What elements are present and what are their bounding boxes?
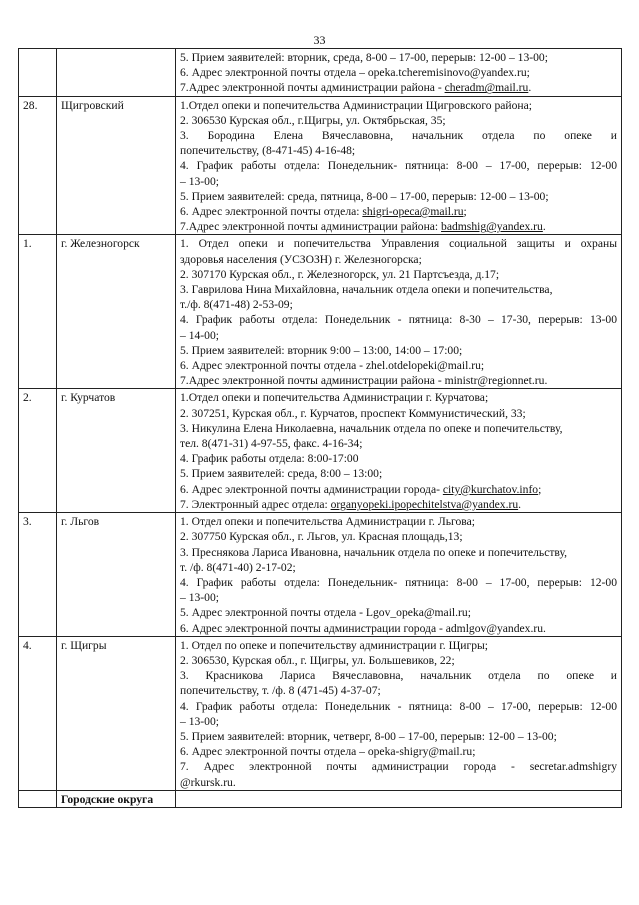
table-row	[19, 49, 622, 97]
info-line-text: 6. Адрес электронной почты отдела:	[180, 205, 363, 219]
department-info	[176, 389, 622, 513]
info-line: – 13-00;	[180, 591, 219, 605]
info-line: попечительству, т. /ф. 8 (471-45) 4-37-07;	[180, 684, 381, 698]
email-link[interactable]: city@kurchatov.info	[442, 482, 539, 496]
info-line: 4. График работы отдела: Понедельник - пятница: 8-00 – 17-00, перерыв: 12-00	[180, 699, 617, 713]
info-line-suffix: ;	[463, 205, 467, 219]
district-name: г. Льгов	[57, 513, 176, 637]
info-line-suffix: .	[542, 220, 546, 234]
table-row	[19, 96, 622, 235]
section-row-info-cell	[176, 790, 622, 807]
info-line: т. /ф. 8(471-40) 2-17-02;	[180, 560, 296, 574]
row-number	[19, 49, 57, 97]
info-line: 3. Никулина Елена Николаевна, начальник отдела по опеке и попечительству,	[180, 421, 563, 435]
info-line: – 13-00;	[180, 714, 219, 728]
info-line	[180, 497, 617, 512]
info-line	[180, 482, 617, 497]
info-line: 6. Адрес электронной почты отдела – opeka.tcheremisinovo@yandex.ru;	[180, 66, 530, 80]
info-line-suffix: .	[528, 81, 532, 95]
info-line: тел. 8(471-31) 4-97-55, факс. 4-16-34;	[180, 437, 363, 451]
district-name: г. Щигры	[57, 636, 176, 790]
info-line: 4. График работы отдела: 8:00-17:00	[180, 452, 359, 466]
info-line	[180, 219, 617, 234]
table-row	[19, 513, 622, 637]
info-line-text: 6. Адрес электронной почты администрации города-	[180, 482, 443, 496]
info-line: здоровья населения (УСЗОЗН) г. Железногорска;	[180, 252, 422, 266]
email-link[interactable]: cheradm@mail.ru	[444, 81, 529, 95]
info-line: 5. Прием заявителей: среда, пятница, 8-00 – 17-00, перерыв: 12-00 – 13-00;	[180, 189, 549, 203]
table-row	[19, 389, 622, 513]
info-line-suffix: .	[518, 497, 522, 511]
info-line: 4. График работы отдела: Понедельник- пятница: 8-00 – 17-00, перерыв: 12-00	[180, 159, 617, 173]
district-name: г. Железногорск	[57, 235, 176, 389]
section-row-num-cell	[19, 790, 57, 807]
district-name	[57, 49, 176, 97]
row-number: 28.	[19, 96, 57, 235]
page-number: 33	[313, 33, 326, 47]
info-line: 3. Гаврилова Нина Михайловна, начальник отдела опеки и попечительства,	[180, 283, 553, 297]
table-row	[19, 235, 622, 389]
info-line	[180, 80, 617, 95]
info-line: – 13-00;	[180, 174, 219, 188]
section-label: Городские округа	[57, 790, 176, 807]
guardianship-departments-table	[18, 48, 622, 808]
info-line: 1. Отдел опеки и попечительства Администрации г. Льгова;	[180, 515, 475, 529]
info-line: т./ф. 8(471-48) 2-53-09;	[180, 298, 293, 312]
table-row	[19, 636, 622, 790]
info-line: попечительству, (8-471-45) 4-16-48;	[180, 144, 356, 158]
row-number: 3.	[19, 513, 57, 637]
row-number: 4.	[19, 636, 57, 790]
info-line: 5. Прием заявителей: вторник, среда, 8-00 – 17-00, перерыв: 12-00 – 13-00;	[180, 51, 548, 64]
info-line	[180, 204, 617, 219]
info-line-text: 7. Электронный адрес отдела:	[180, 497, 331, 511]
info-line-suffix: ;	[538, 482, 542, 496]
row-number: 1.	[19, 235, 57, 389]
info-line: 5. Адрес электронной почты отдела - Lgov_opeka@mail.ru;	[180, 606, 471, 620]
info-line: 2. 307750 Курская обл., г. Льгов, ул. Красная площадь,13;	[180, 530, 463, 544]
email-link[interactable]: organyopeki.ipopechitelstva@yandex.ru	[330, 497, 519, 511]
department-info	[176, 96, 622, 235]
info-line: 1.Отдел опеки и попечительства Администрации г. Курчатова;	[180, 391, 489, 405]
district-name: г. Курчатов	[57, 389, 176, 513]
info-line: 7.Адрес электронной почты администрации района - ministr@regionnet.ru.	[180, 374, 548, 388]
department-info	[176, 513, 622, 637]
info-line: 4. График работы отдела: Понедельник - пятница: 8-30 – 17-30, перерыв: 13-00	[180, 313, 617, 327]
email-link[interactable]: shigri-opeca@mail.ru	[362, 205, 464, 219]
info-line: 2. 307251, Курская обл., г. Курчатов, проспект Коммунистический, 33;	[180, 406, 526, 420]
info-line: @rkursk.ru.	[180, 775, 236, 789]
info-line: 3. Бородина Елена Вячеславовна, начальник отдела по опеке и	[180, 129, 617, 143]
info-line: – 14-00;	[180, 328, 219, 342]
info-line: 7. Адрес электронной почты администрации города - secretar.admshigry	[180, 760, 617, 774]
info-line-text: 7.Адрес электронной почты администрации района -	[180, 81, 445, 95]
email-link[interactable]: badmshig@yandex.ru	[441, 220, 543, 234]
department-info	[176, 235, 622, 389]
section-row-city-districts	[19, 790, 622, 807]
info-line: 6. Адрес электронной почты отдела - zhel.otdelopeki@mail.ru;	[180, 359, 485, 373]
info-line: 1. Отдел по опеке и попечительству администрации г. Щигры;	[180, 638, 489, 652]
info-line: 4. График работы отдела: Понедельник- пятница: 8-00 – 17-00, перерыв: 12-00	[180, 575, 617, 589]
info-line: 5. Прием заявителей: вторник 9:00 – 13:00, 14:00 – 17:00;	[180, 343, 463, 357]
info-line: 2. 307170 Курская обл., г. Железногорск, ул. 21 Партсъезда, д.17;	[180, 267, 500, 281]
info-line: 6. Адрес электронной почты отдела – opeka-shigry@mail.ru;	[180, 745, 476, 759]
info-line: 6. Адрес электронной почты администрации города - admlgov@yandex.ru.	[180, 621, 546, 635]
department-info	[176, 636, 622, 790]
info-line: 2. 306530, Курская обл., г. Щигры, ул. Большевиков, 22;	[180, 653, 455, 667]
info-line: 5. Прием заявителей: вторник, четверг, 8-00 – 17-00, перерыв: 12-00 – 13-00;	[180, 729, 557, 743]
info-line: 3. Преснякова Лариса Ивановна, начальник отдела по опеке и попечительству,	[180, 545, 568, 559]
info-line: 2. 306530 Курская обл., г.Щигры, ул. Октябрьская, 35;	[180, 113, 446, 127]
district-name: Щигровский	[57, 96, 176, 235]
info-line: 1. Отдел опеки и попечительства Управления социальной защиты и охраны	[180, 237, 617, 251]
row-number: 2.	[19, 389, 57, 513]
info-line: 3. Красникова Лариса Вячеславовна, начальник отдела по опеке и	[180, 669, 617, 683]
department-info	[176, 49, 622, 97]
info-line: 5. Прием заявителей: среда, 8:00 – 13:00;	[180, 467, 383, 481]
info-line-text: 7.Адрес электронной почты администрации района:	[180, 220, 442, 234]
info-line: 1.Отдел опеки и попечительства Администрации Щигровского района;	[180, 98, 533, 112]
